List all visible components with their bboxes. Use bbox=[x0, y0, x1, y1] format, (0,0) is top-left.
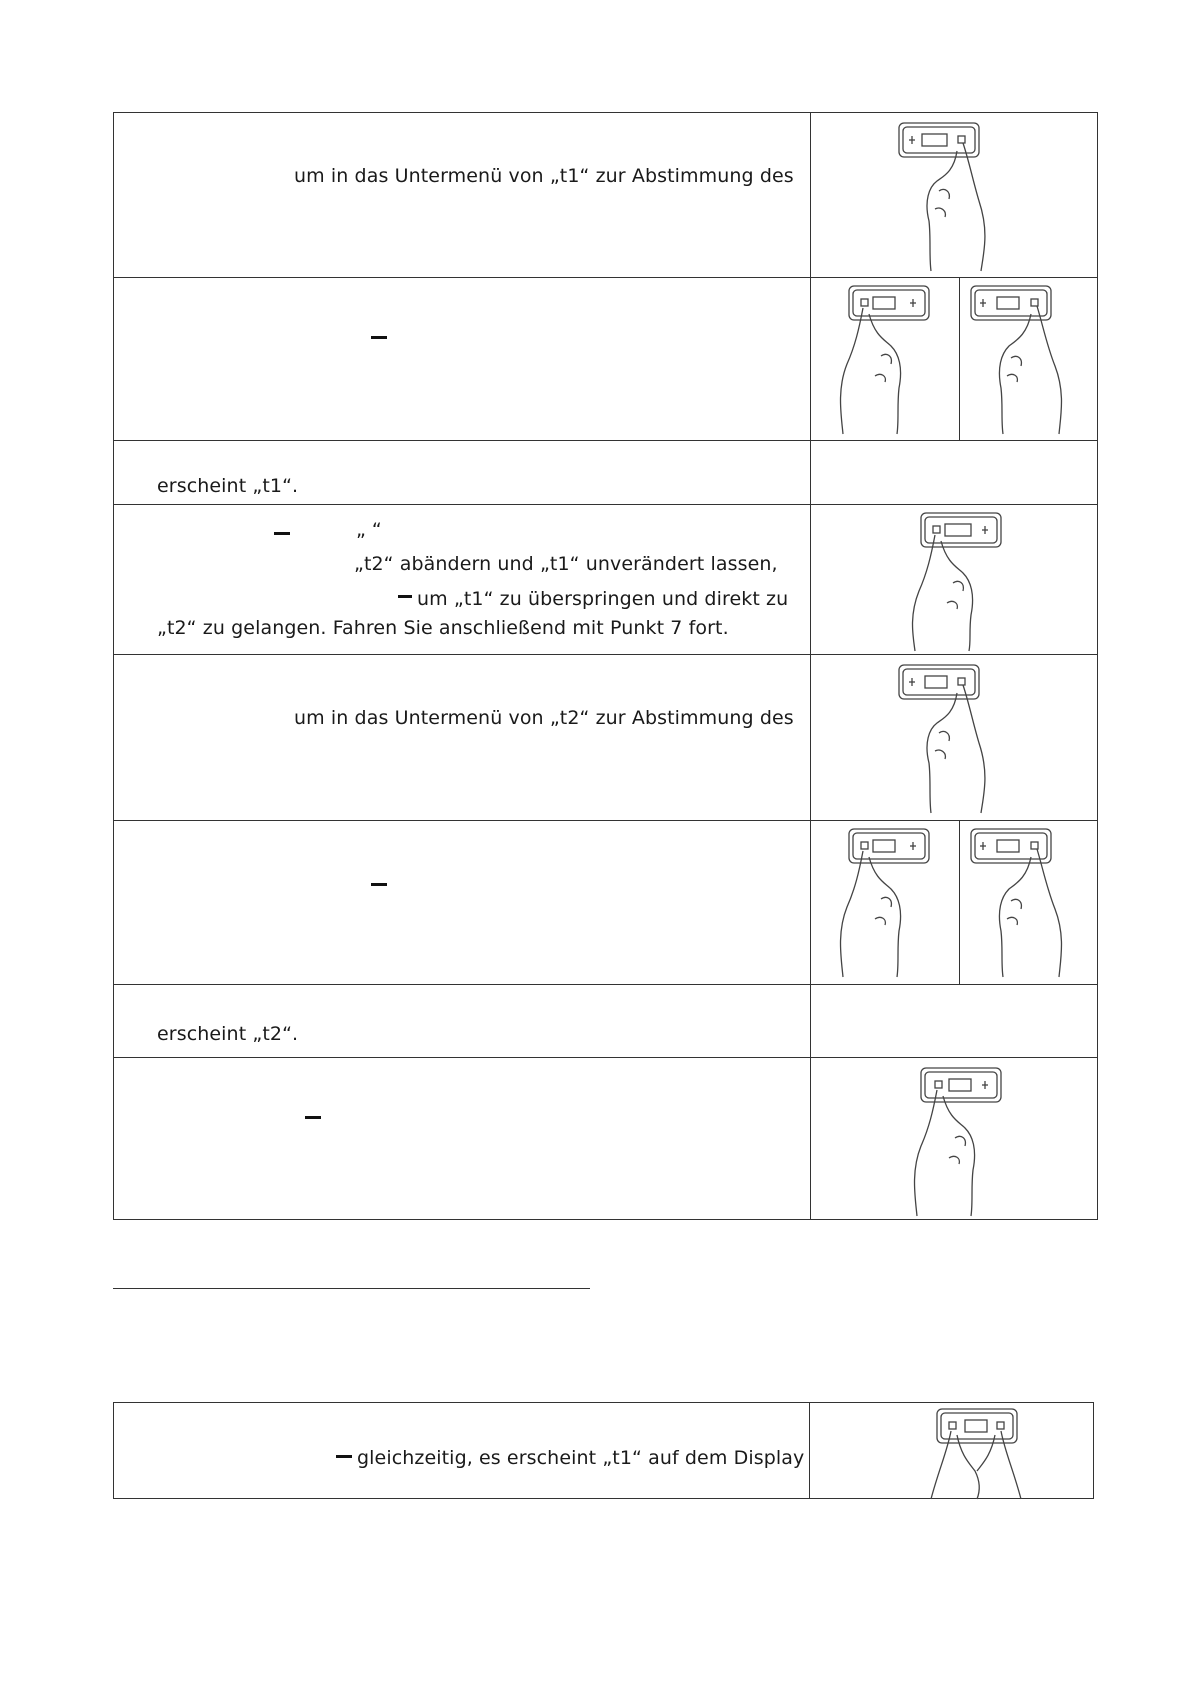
hand-press-icon bbox=[897, 1066, 1007, 1216]
hand-press-icon bbox=[825, 284, 935, 434]
hand-press-icon bbox=[825, 827, 935, 977]
illustration-cell bbox=[811, 985, 1097, 1057]
illustration-cell bbox=[811, 441, 1097, 504]
illustration-cell bbox=[811, 655, 1097, 820]
instruction-cell bbox=[114, 821, 811, 984]
instruction-text: erscheint „t1“. bbox=[157, 475, 299, 497]
table-row bbox=[114, 821, 1097, 985]
minus-key-icon bbox=[371, 336, 387, 339]
cell-divider bbox=[959, 821, 960, 984]
instruction-text: um „t1“ zu überspringen und direkt zu bbox=[417, 588, 789, 610]
instruction-cell bbox=[114, 985, 811, 1057]
illustration-cell bbox=[811, 278, 1097, 440]
minus-key-icon bbox=[274, 532, 290, 535]
quote-marks: „ “ bbox=[356, 519, 382, 541]
hand-press-icon bbox=[971, 827, 1081, 977]
hand-press-icon bbox=[899, 121, 1009, 271]
instruction-text: erscheint „t2“. bbox=[157, 1023, 299, 1045]
separator-line bbox=[113, 1288, 590, 1289]
instruction-cell bbox=[114, 441, 811, 504]
hand-press-icon bbox=[921, 1407, 1031, 1499]
hand-press-icon bbox=[971, 284, 1081, 434]
table-row bbox=[114, 655, 1097, 821]
table-row bbox=[114, 505, 1097, 655]
illustration-cell bbox=[811, 1403, 1095, 1498]
instruction-table bbox=[113, 112, 1098, 1220]
instruction-cell bbox=[114, 505, 811, 654]
illustration-cell bbox=[811, 113, 1097, 277]
table-row bbox=[114, 113, 1097, 278]
hand-press-icon bbox=[897, 511, 1007, 651]
instruction-text: „t2“ abändern und „t1“ unverändert lassen, bbox=[354, 553, 778, 575]
instruction-cell bbox=[114, 278, 811, 440]
instruction-cell bbox=[114, 113, 811, 277]
table-row bbox=[114, 1058, 1097, 1220]
table-row bbox=[114, 985, 1097, 1058]
instruction-cell bbox=[114, 655, 811, 820]
illustration-cell bbox=[811, 821, 1097, 984]
instruction-cell bbox=[114, 1403, 810, 1498]
minus-key-icon bbox=[305, 1116, 321, 1119]
illustration-cell bbox=[811, 1058, 1097, 1220]
minus-key-icon bbox=[336, 1455, 352, 1458]
minus-key-icon bbox=[398, 595, 412, 598]
minus-key-icon bbox=[371, 883, 387, 886]
hand-press-icon bbox=[899, 663, 1009, 813]
instruction-text: um in das Untermenü von „t1“ zur Abstimmung des bbox=[294, 165, 794, 187]
table-row bbox=[114, 441, 1097, 505]
instruction-text: gleichzeitig, es erscheint „t1“ auf dem Display bbox=[357, 1447, 805, 1469]
cell-divider bbox=[959, 278, 960, 440]
instruction-cell bbox=[114, 1058, 811, 1220]
illustration-cell bbox=[811, 505, 1097, 654]
instruction-table-2 bbox=[113, 1402, 1094, 1499]
instruction-text: um in das Untermenü von „t2“ zur Abstimmung des bbox=[294, 707, 794, 729]
instruction-text: „t2“ zu gelangen. Fahren Sie anschließend mit Punkt 7 fort. bbox=[157, 617, 729, 639]
table-row bbox=[114, 278, 1097, 441]
